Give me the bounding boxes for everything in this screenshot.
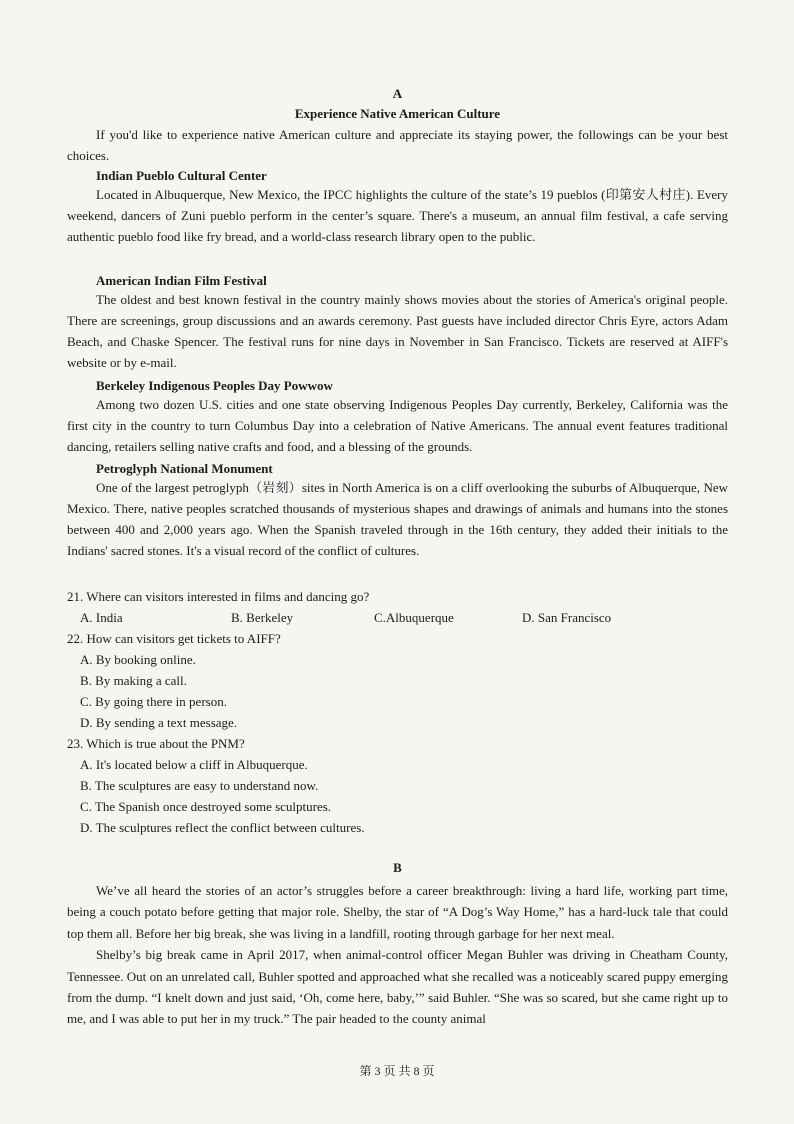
entry-pnm [67,461,728,561]
section-b-passage [67,880,728,1030]
question-stem: 21. Where can visitors interested in films and dancing go? [67,589,370,604]
option-c[interactable]: C.Albuquerque [374,610,454,625]
option-b[interactable]: B. By making a call. [80,673,187,688]
question-stem: 23. Which is true about the PNM? [67,736,245,751]
option-c[interactable]: C. The Spanish once destroyed some sculptures. [80,799,332,814]
option-a[interactable]: A. India [80,610,123,625]
entry-text: Among two dozen U.S. cities and one state observing Indigenous Peoples Day currently, Berkeley, California was the first city in the country to turn Columbus Day into a celebration of Native Americans. The annual event features traditional dancing, retailers selling native crafts and food, and a blessing of the grounds. [67,397,728,454]
entry-ipcc [67,168,728,247]
entry-heading: Indian Pueblo Cultural Center [96,168,267,183]
option-d[interactable]: D. The sculptures reflect the conflict between cultures. [80,820,365,835]
page-number: 第 3 页 共 8 页 [359,1064,435,1078]
section-a-title: Experience Native American Culture [294,106,501,121]
entry-heading: Berkeley Indigenous Peoples Day Powwow [96,378,333,393]
question-22 [67,628,728,733]
option-a[interactable]: A. It's located below a cliff in Albuquerque. [80,757,308,772]
question-stem: 22. How can visitors get tickets to AIFF? [67,631,281,646]
entry-text: The oldest and best known festival in the country mainly shows movies about the stories of America's original people. There are screenings, group discussions and an awards ceremony. Past guests have included director Chris Eyre, actors Adam Beach, and Chaske Spencer. The festival runs for nine days in November in San Francisco. Tickets are reserved at AIFF's website or by e-mail. [67,292,728,370]
entry-aiff [67,273,728,373]
entry-berkeley [67,378,728,457]
option-row [67,607,728,628]
option-b[interactable]: B. The sculptures are easy to understand now. [80,778,319,793]
option-a[interactable]: A. By booking online. [80,652,196,667]
option-d[interactable]: D. By sending a text message. [80,715,238,730]
question-23 [67,733,728,838]
question-21 [67,586,728,628]
option-b[interactable]: B. Berkeley [231,610,294,625]
option-d[interactable]: D. San Francisco [522,610,612,625]
passage-paragraph: We’ve all heard the stories of an actor’s struggles before a career breakthrough: living a hard life, working part time, being a couch potato before getting that major role. Shelby, the star of “A Dog’s Way Home,” has a hard-luck tale that could top them all. Before her big break, she was living in a landfill, rooting through garbage for her next meal. [67,883,728,941]
intro-paragraph: If you'd like to experience native American culture and appreciate its staying power, the followings can be your best choices. [67,127,728,163]
section-a-intro [67,124,728,166]
entry-text: Located in Albuquerque, New Mexico, the IPCC highlights the culture of the state’s 19 pueblos (印第安人村庄). Every weekend, dancers of Zuni pueblo perform in the center’s square. There's a museum, an annual film festival, a cafe serving authentic pueblo food like fry bread, and a world-class research library open to the public. [67,187,728,244]
passage-paragraph: Shelby’s big break came in April 2017, when animal-control officer Megan Buhler was driving in Cheatham County, Tennessee. Out on an unrelated call, Buhler spotted and approached what she recalled was a noticeably scared puppy emerging from the dump. “I knelt down and just said, ‘Oh, come here, baby,’” said Buhler. “She was so scared, but she came right up to me, and I was able to put her in my truck.” The pair headed to the county animal [67,947,728,1027]
entry-heading: American Indian Film Festival [96,273,267,288]
entry-heading: Petroglyph National Monument [96,461,273,476]
option-c[interactable]: C. By going there in person. [80,694,227,709]
entry-text: One of the largest petroglyph（岩刻）sites in North America is on a cliff overlooking the suburbs of Albuquerque, New Mexico. There, native peoples scratched thousands of mysterious shapes and drawings of animals and humans into the stones between 400 and 2,000 years ago. When the Spanish traveled through in the 16th century, they added their initials to the Indians' sacred stones. It's a visual record of the conflict of cultures. [67,480,728,558]
section-a-letter: A [392,86,403,101]
section-b-letter: B [393,860,402,875]
